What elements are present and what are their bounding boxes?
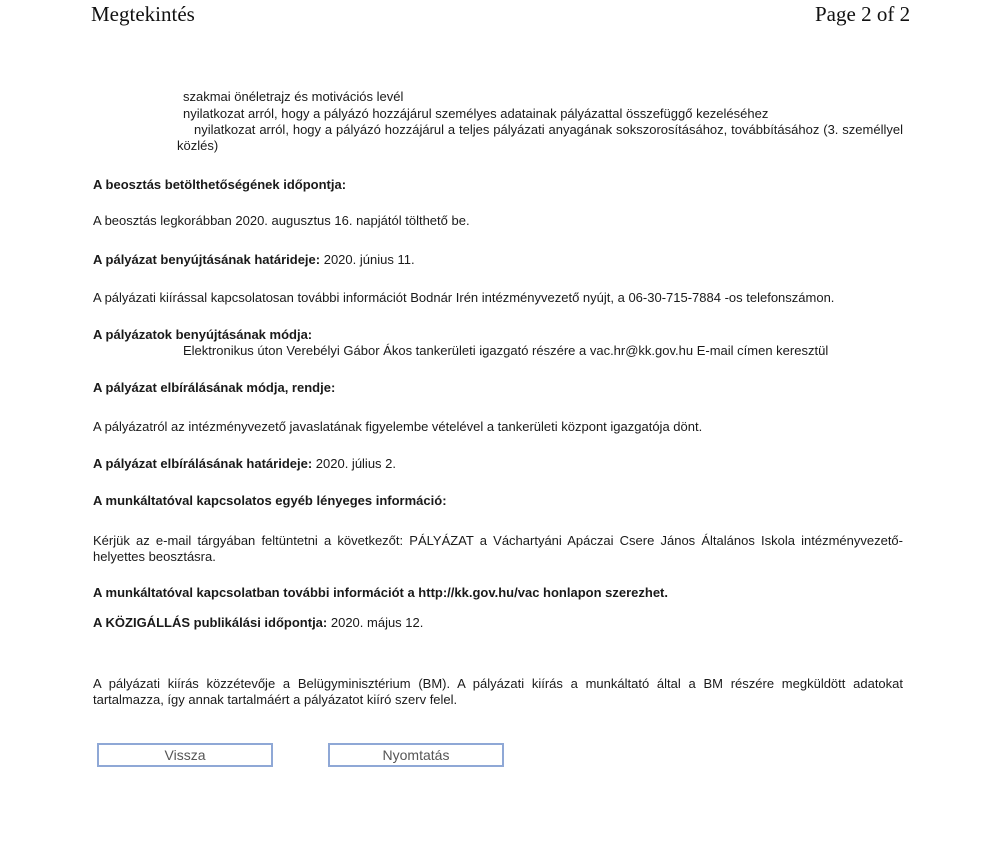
doc-item-consent-copy: nyilatkozat arról, hogy a pályázó hozzájárul a teljes pályázati anyagának sokszorosításához, továbbításához (3. személlyel közlés) (177, 122, 903, 153)
doc-item-cv: szakmai önéletrajz és motivációs levél (183, 89, 404, 104)
eval-deadline-line (93, 456, 396, 472)
page-title: Megtekintés (91, 2, 195, 26)
doc-item-consent-personal: nyilatkozat arról, hogy a pályázó hozzájárul személyes adatainak pályázattal összefüggő kezeléséhez (183, 106, 769, 121)
publication-value: 2020. május 12. (327, 615, 424, 630)
contact-info: A pályázati kiírással kapcsolatosan további információt Bodnár Irén intézményvezető nyújt, a 06-30-715-7884 -os telefonszámon. (93, 290, 835, 305)
other-info-text: Kérjük az e-mail tárgyában feltüntetni a következőt: PÁLYÁZAT a Váchartyáni Apáczai Csere János Általános Iskola intézményvezető-helyettes beosztásra. (93, 533, 903, 564)
eval-deadline-value: 2020. július 2. (312, 456, 397, 471)
deadline-value: 2020. június 11. (320, 252, 415, 267)
print-button[interactable]: Nyomtatás (328, 743, 504, 767)
fill-date-text: A beosztás legkorábban 2020. augusztus 16. napjától tölthető be. (93, 213, 470, 228)
other-info-heading: A munkáltatóval kapcsolatos egyéb lényeges információ: (93, 493, 447, 508)
deadline-line (93, 252, 415, 268)
submission-text: Elektronikus úton Verebélyi Gábor Ákos tankerületi igazgató részére a vac.hr@kk.gov.hu E-mail címen keresztül (183, 343, 829, 358)
more-info: A munkáltatóval kapcsolatban további információt a http://kk.gov.hu/vac honlapon szerezhet. (93, 585, 668, 600)
publication-label: A KÖZIGÁLLÁS publikálási időpontja: (93, 615, 328, 630)
deadline-label: A pályázat benyújtásának határideje: (93, 252, 321, 267)
fill-date-heading: A beosztás betölthetőségének időpontja: (93, 177, 347, 192)
evaluation-text: A pályázatról az intézményvezető javaslatának figyelembe vételével a tankerületi központ igazgatója dönt. (93, 419, 703, 434)
publication-line (93, 615, 423, 631)
evaluation-heading: A pályázat elbírálásának módja, rendje: (93, 380, 336, 395)
eval-deadline-label: A pályázat elbírálásának határideje: (93, 456, 313, 471)
submission-heading: A pályázatok benyújtásának módja: (93, 327, 313, 342)
back-button[interactable]: Vissza (97, 743, 273, 767)
footer-text: A pályázati kiírás közzétevője a Belügyminisztérium (BM). A pályázati kiírás a munkáltató által a BM részére megküldött adatokat tartalmazza, így annak tartalmáért a pályázatot kiíró szerv felel. (93, 676, 903, 707)
page-number: Page 2 of 2 (815, 2, 911, 26)
